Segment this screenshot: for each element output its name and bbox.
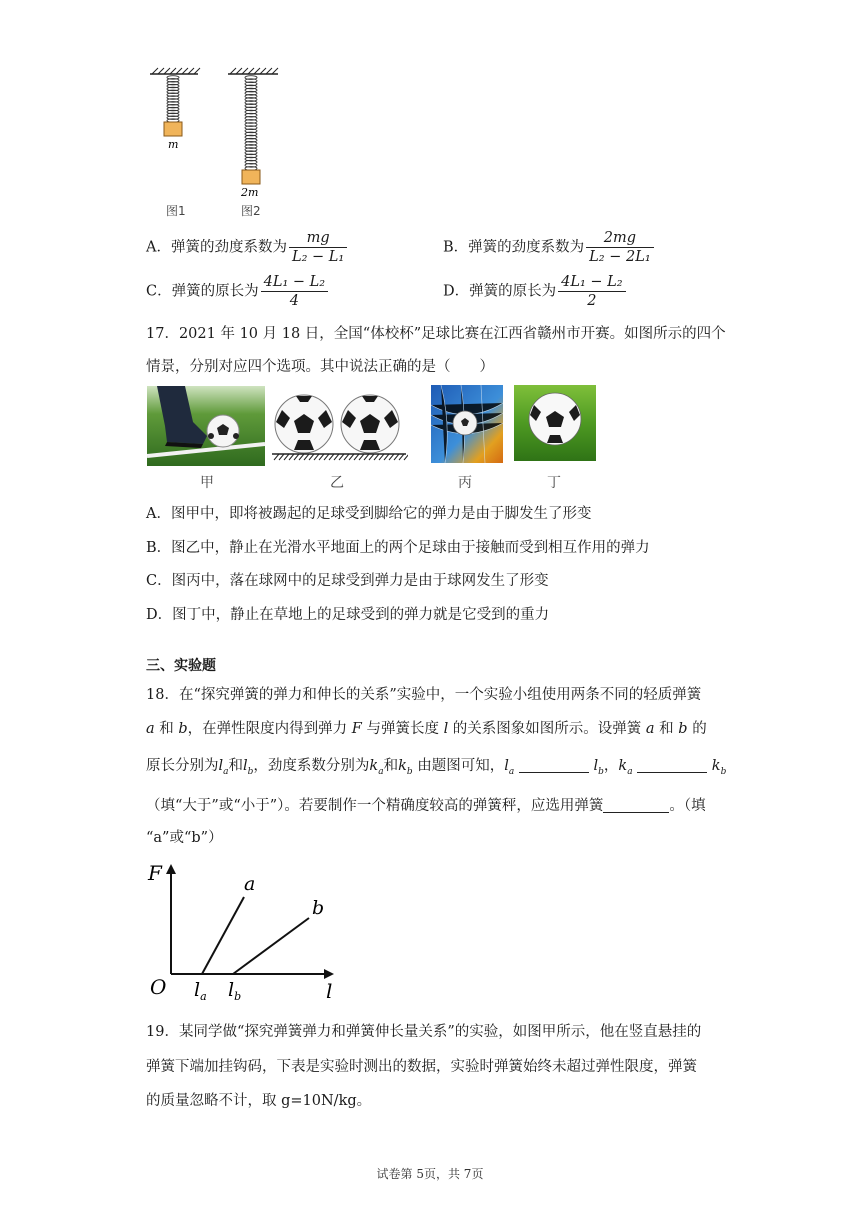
ground-hatch	[289, 454, 294, 460]
ball-right	[341, 395, 399, 453]
q18-line2: a 和 b，在弹性限度内得到弹力 F 与弹簧长度 l 的关系图象如图所示。设弹簧 a 和 b 的	[146, 721, 707, 737]
label-2m: 2m	[241, 186, 259, 199]
line-b	[233, 918, 309, 974]
ground-hatch	[309, 454, 314, 460]
q16-option-d: D．弹簧的原长为 $\frac{\text{4L₁ − L₂}}{2}$	[443, 274, 628, 309]
ground-hatch	[399, 454, 404, 460]
q16-option-b: B．弹簧的劲度系数为 $\frac{2mg}{\text{L₂ − 2L₁}}$	[443, 230, 656, 265]
spring-1	[167, 76, 179, 123]
mass-block-2m	[242, 170, 260, 184]
image-jia-kick	[147, 386, 265, 466]
image-ding-grass	[514, 385, 596, 461]
q16-option-c: C．弹簧的原长为 $\frac{\text{4L₁ − L₂}}{4}$	[146, 274, 330, 309]
ground-hatch	[374, 454, 379, 460]
ground-hatch	[324, 454, 329, 460]
caption-yi: 乙	[330, 475, 344, 491]
blank-spring-choice[interactable]	[603, 798, 669, 813]
fraction-d: $\frac{\text{4L₁ − L₂}}{2}$	[558, 274, 625, 309]
ground-hatch	[389, 454, 394, 460]
ground-hatch	[304, 454, 309, 460]
ground-hatch	[294, 454, 299, 460]
label-la: $l_a$	[194, 979, 207, 1003]
fraction-b: $\frac{2mg}{\text{L₂ − 2L₁}}$	[586, 230, 653, 265]
label-F: F	[148, 861, 162, 885]
q18-line1: 18．在“探究弹簧的弹力和伸长的关系”实验中，一个实验小组使用两条不同的轻质弹簧	[146, 687, 702, 703]
ground-hatch	[339, 454, 344, 460]
ground-hatch	[299, 454, 304, 460]
ground-hatch	[404, 454, 408, 460]
caption-bing: 丙	[458, 475, 472, 491]
label-a: a	[244, 873, 256, 895]
label-b: b	[312, 897, 325, 919]
ground-hatch	[329, 454, 334, 460]
blank-ka-kb[interactable]	[637, 758, 707, 773]
ground-hatch	[354, 454, 359, 460]
q17-stem-line2: 情景，分别对应四个选项。其中说法正确的是（ ）	[146, 359, 494, 375]
q17-option-d: D．图丁中，静止在草地上的足球受到的弹力就是它受到的重力	[146, 607, 550, 623]
q17-option-c: C．图丙中，落在球网中的足球受到弹力是由于球网发生了形变	[146, 573, 549, 589]
label-lb: $l_b$	[228, 979, 242, 1003]
ground-hatch	[369, 454, 374, 460]
ground-hatch	[314, 454, 319, 460]
line-a	[202, 897, 244, 974]
q17-option-b: B．图乙中，静止在光滑水平地面上的两个足球由于接触而受到相互作用的弹力	[146, 540, 650, 556]
ground-hatch	[364, 454, 369, 460]
ground-hatch	[274, 454, 279, 460]
ball-left	[275, 395, 333, 453]
image-bing-net	[431, 385, 503, 463]
ground-hatch	[279, 454, 284, 460]
caption-jia: 甲	[200, 475, 214, 491]
fraction-c: $\frac{\text{4L₁ − L₂}}{4}$	[261, 274, 328, 309]
q19-line2: 弹簧下端加挂钩码，下表是实验时测出的数据，实验时弹簧始终未超过弹性限度，弹簧	[146, 1059, 697, 1075]
force-length-graph	[144, 858, 354, 1006]
caption-fig2: 图2	[241, 204, 261, 218]
fraction-a: $\frac{mg}{\text{L₂ − L₁}}$	[289, 230, 347, 265]
page-footer: 试卷第 5页，共 7页	[376, 1167, 484, 1181]
ground-hatch	[334, 454, 339, 460]
caption-fig1: 图1	[166, 204, 186, 218]
ground-hatch	[344, 454, 349, 460]
spring-figure	[140, 62, 300, 222]
ground-hatch	[284, 454, 289, 460]
q18-line3: 原长分别为$l_a$和$l_b$，劲度系数分别为$k_a$和$k_b$ 由题图可知，$l_a$ $l_b$，$k_a$ $k_b$	[146, 758, 727, 777]
blank-la-lb[interactable]	[519, 758, 589, 773]
ground-hatch	[319, 454, 324, 460]
q17-option-a: A．图甲中，即将被踢起的足球受到脚给它的弹力是由于脚发生了形变	[146, 506, 592, 522]
ground-hatch	[359, 454, 364, 460]
q18-line5: “a”或“b”）	[146, 830, 223, 846]
mass-block-m	[164, 122, 182, 136]
q19-line1: 19．某同学做“探究弹簧弹力和弹簧伸长量关系”的实验，如图甲所示，他在竖直悬挂的	[146, 1024, 702, 1040]
ground-hatch	[384, 454, 389, 460]
q18-line4: （填“大于”或“小于”）。若要制作一个精确度较高的弹簧秤，应选用弹簧 。（填	[146, 798, 706, 814]
caption-ding: 丁	[547, 475, 561, 491]
label-O: O	[150, 975, 167, 999]
q17-stem-line1: 17．2021 年 10 月 18 日，全国“体校杯”足球比赛在江西省赣州市开赛。如图所示的四个	[146, 326, 726, 342]
spring-2	[245, 76, 257, 171]
ground-hatch	[379, 454, 384, 460]
image-yi-two-balls	[270, 392, 408, 462]
label-m: m	[168, 138, 179, 151]
ground-hatch	[349, 454, 354, 460]
q19-line3: 的质量忽略不计，取 g=10N/kg。	[146, 1093, 372, 1109]
label-l-axis: l	[326, 979, 333, 1003]
section-heading-experiment: 三、实验题	[146, 658, 216, 674]
q16-option-a: A．弹簧的劲度系数为 $\frac{mg}{\text{L₂ − L₁}}$	[146, 230, 349, 265]
ground-hatch	[394, 454, 399, 460]
